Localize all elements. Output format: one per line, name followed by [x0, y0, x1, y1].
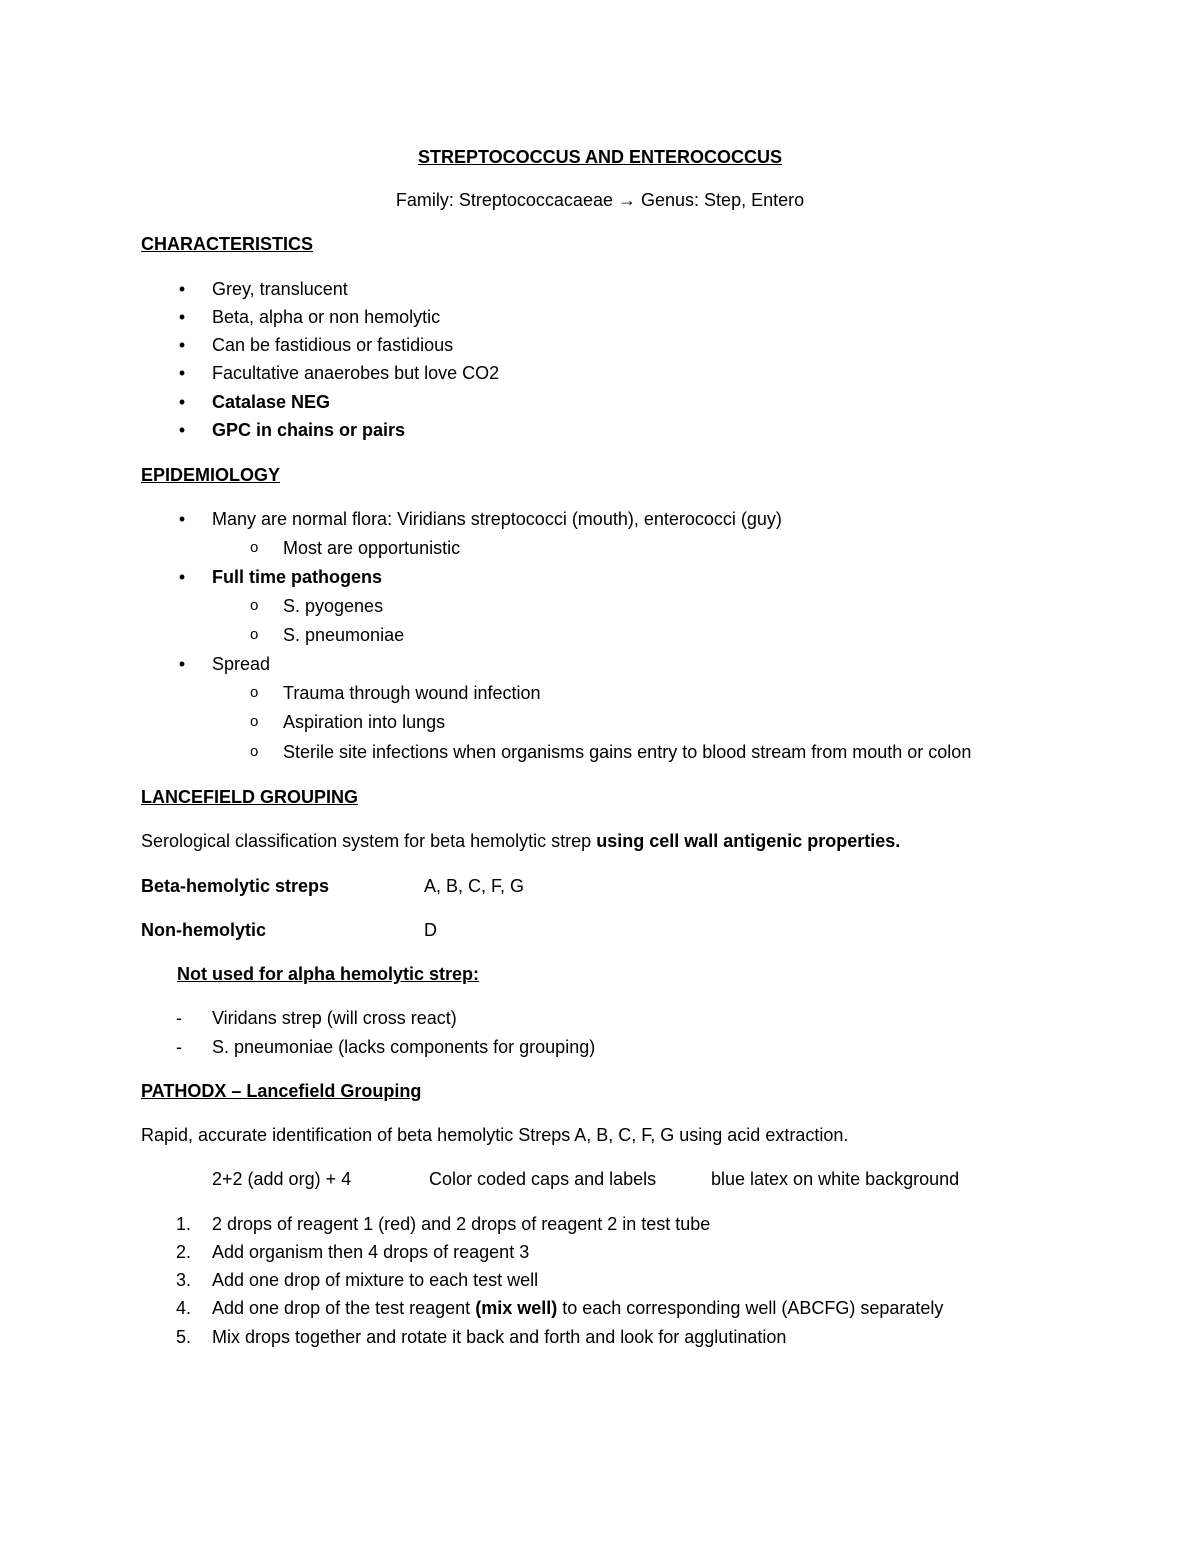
- bullet-icon: •: [178, 279, 186, 299]
- dash-bullet-icon: -: [176, 1008, 182, 1028]
- step-text-bold: (mix well): [475, 1298, 558, 1318]
- sub-list-item-text: Trauma through wound infection: [283, 683, 541, 703]
- pathodx-summary-2: Color coded caps and labels: [429, 1169, 657, 1189]
- pathodx-description: Rapid, accurate identification of beta hemolytic Streps A, B, C, F, G using acid extraction.: [141, 1125, 849, 1145]
- list-item-text: Many are normal flora: Viridians streptococci (mouth), enterococci (guy): [212, 509, 782, 529]
- sub-list-item-text: Most are opportunistic: [283, 538, 461, 558]
- list-item-text: Beta, alpha or non hemolytic: [212, 307, 441, 327]
- step-text: Add organism then 4 drops of reagent 3: [212, 1242, 530, 1262]
- sub-list-item-text: S. pneumoniae: [283, 625, 405, 645]
- bullet-icon: •: [178, 420, 186, 440]
- non-hemolytic-group: D: [424, 920, 437, 940]
- description-bold: using cell wall antigenic properties.: [596, 831, 901, 851]
- list-item-text: Can be fastidious or fastidious: [212, 335, 454, 355]
- step-text-post: to each corresponding well (ABCFG) separately: [562, 1298, 944, 1318]
- bullet-icon: •: [178, 335, 186, 355]
- bullet-icon: •: [178, 363, 186, 383]
- beta-hemolytic-groups: A, B, C, F, G: [424, 876, 525, 896]
- bullet-icon: •: [178, 307, 186, 327]
- bullet-icon: •: [178, 654, 186, 674]
- step-number: 5.: [176, 1327, 192, 1347]
- non-hemolytic-label: Non-hemolytic: [141, 920, 267, 940]
- beta-hemolytic-label: Beta-hemolytic streps: [141, 876, 330, 896]
- sub-list-item-text: Sterile site infections when organisms gains entry to blood stream from mouth or colon: [283, 742, 972, 762]
- list-item-text: Facultative anaerobes but love CO2: [212, 363, 500, 383]
- pathodx-heading: PATHODX – Lancefield Grouping: [141, 1081, 422, 1101]
- step-text: Add one drop of mixture to each test well: [212, 1270, 539, 1290]
- list-item-text: Grey, translucent: [212, 279, 348, 299]
- bullet-icon: •: [178, 392, 186, 412]
- circle-bullet-icon: o: [250, 713, 259, 730]
- pathodx-summary-3: blue latex on white background: [711, 1169, 960, 1189]
- lancefield-description: [141, 830, 900, 852]
- step-number: 2.: [176, 1242, 192, 1262]
- epidemiology-heading: EPIDEMIOLOGY: [141, 465, 281, 485]
- step-text: Mix drops together and rotate it back and forth and look for agglutination: [212, 1327, 787, 1347]
- description-plain: Serological classification system for beta hemolytic strep: [141, 831, 592, 851]
- circle-bullet-icon: o: [250, 539, 259, 556]
- step-number: 4.: [176, 1298, 192, 1318]
- list-item-text: Full time pathogens: [212, 567, 383, 587]
- list-item-text: Catalase NEG: [212, 392, 331, 412]
- circle-bullet-icon: o: [250, 597, 259, 614]
- step-number: 1.: [176, 1214, 192, 1234]
- lancefield-heading: LANCEFIELD GROUPING: [141, 787, 359, 807]
- family-text: Family: Streptococcacaeae: [395, 190, 613, 210]
- genus-text: Genus: Step, Entero: [641, 190, 805, 210]
- list-item-text: Spread: [212, 654, 271, 674]
- dash-list-item-text: Viridans strep (will cross react): [212, 1008, 457, 1028]
- step-text: [212, 1297, 943, 1319]
- step-text: 2 drops of reagent 1 (red) and 2 drops of reagent 2 in test tube: [212, 1214, 711, 1234]
- sub-list-item-text: S. pyogenes: [283, 596, 384, 616]
- pathodx-summary-1: 2+2 (add org) + 4: [212, 1169, 352, 1189]
- step-number: 3.: [176, 1270, 192, 1290]
- right-arrow-icon: →: [618, 190, 636, 210]
- list-item-text: GPC in chains or pairs: [212, 420, 406, 440]
- page-title: STREPTOCOCCUS AND ENTEROCOCCUS: [417, 147, 783, 167]
- bullet-icon: •: [178, 567, 186, 587]
- characteristics-heading: CHARACTERISTICS: [141, 234, 314, 254]
- dash-bullet-icon: -: [176, 1037, 182, 1057]
- circle-bullet-icon: o: [250, 626, 259, 643]
- circle-bullet-icon: o: [250, 743, 259, 760]
- dash-list-item-text: S. pneumoniae (lacks components for grouping): [212, 1037, 596, 1057]
- sub-list-item-text: Aspiration into lungs: [283, 712, 446, 732]
- bullet-icon: •: [178, 509, 186, 529]
- circle-bullet-icon: o: [250, 684, 259, 701]
- not-used-heading: Not used for alpha hemolytic strep:: [177, 964, 480, 984]
- step-text-pre: Add one drop of the test reagent: [212, 1298, 471, 1318]
- family-line: [0, 189, 1200, 211]
